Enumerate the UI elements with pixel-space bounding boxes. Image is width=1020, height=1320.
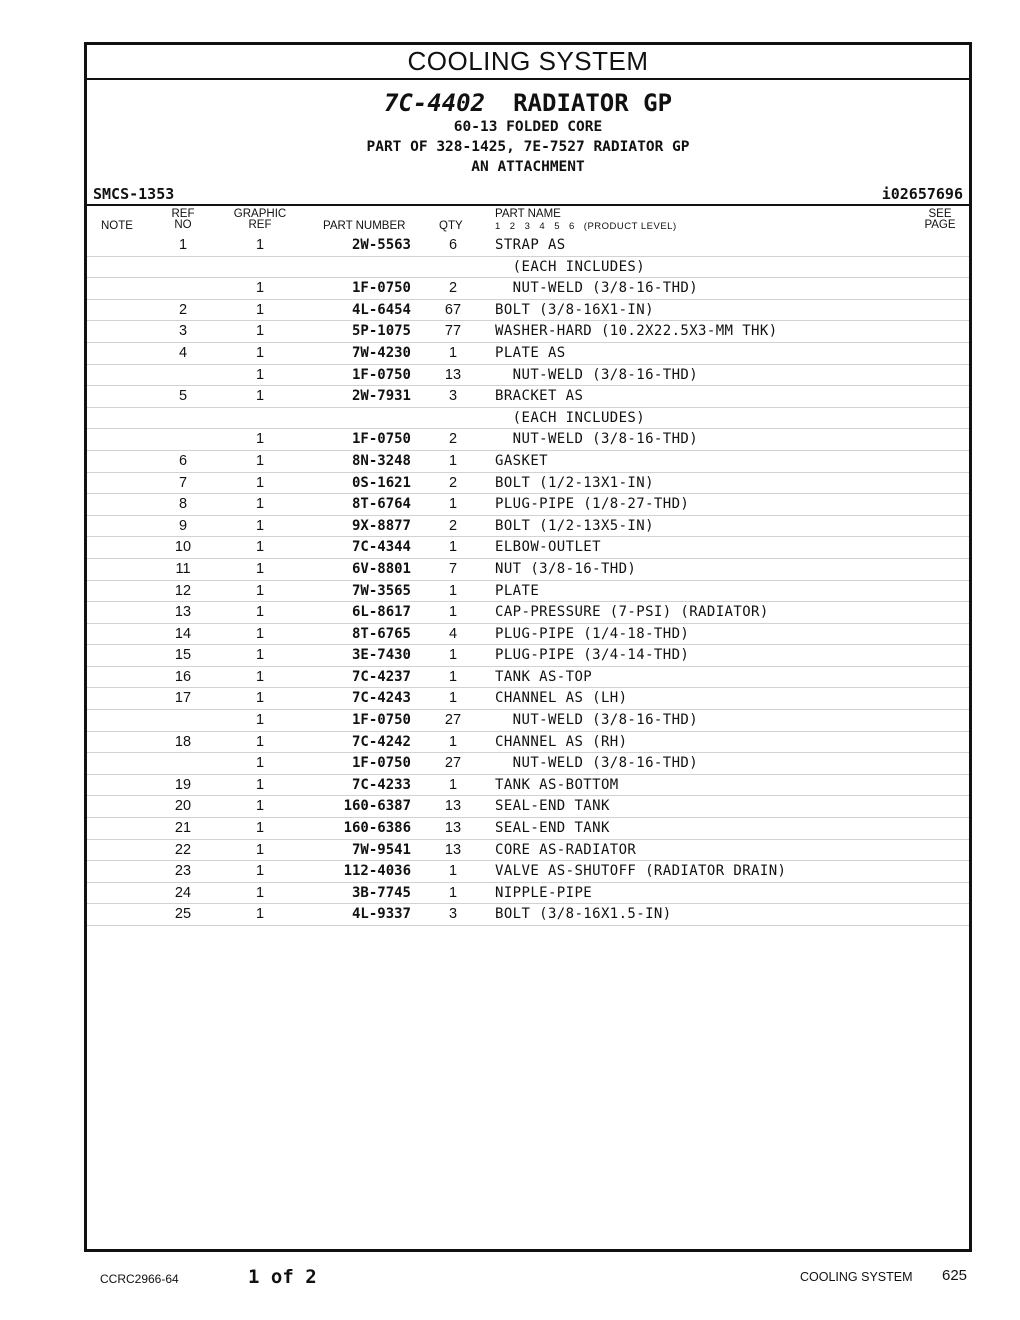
graphic-ref-cell: 1 (255, 539, 265, 556)
footer-section: COOLING SYSTEM (800, 1270, 913, 1284)
graphic-ref-cell: 1 (255, 625, 265, 642)
part-name-cell: CAP-PRESSURE (7-PSI) (RADIATOR) (495, 604, 769, 621)
part-name-cell: NIPPLE-PIPE (495, 884, 593, 901)
ref-no-cell: 24 (174, 884, 192, 901)
qty-cell: 1 (448, 884, 458, 901)
ref-no-cell (155, 429, 211, 450)
part-number-cell: 112-4036 (343, 863, 411, 880)
table-row (87, 343, 969, 365)
graphic-ref-cell: 1 (255, 690, 265, 707)
graphic-ref-cell: 1 (255, 301, 265, 318)
part-number-cell: 2W-7931 (351, 388, 411, 405)
ref-no-cell: 18 (174, 733, 192, 750)
part-name-cell: BOLT (3/8-16X1-IN) (495, 301, 654, 318)
table-row (87, 732, 969, 754)
table-row (87, 710, 969, 732)
group-header (87, 89, 969, 177)
ref-no-cell: 7 (178, 474, 188, 491)
table-row (87, 516, 969, 538)
part-name-cell: CHANNEL AS (RH) (495, 733, 628, 750)
part-number-cell: 7C-4233 (351, 776, 411, 793)
ref-no-cell: 20 (174, 798, 192, 815)
part-name-cell: TANK AS-TOP (495, 668, 593, 685)
ref-no-cell: 15 (174, 647, 192, 664)
qty-cell: 27 (444, 712, 462, 729)
graphic-ref-cell: 1 (255, 906, 265, 923)
table-row (87, 408, 969, 430)
table-row (87, 624, 969, 646)
part-name-cell: BOLT (1/2-13X5-IN) (495, 517, 654, 534)
part-number-cell: 7W-4230 (351, 344, 411, 361)
product-level-1: 1 (495, 221, 501, 232)
graphic-ref-cell: 1 (255, 647, 265, 664)
qty-cell: 1 (448, 690, 458, 707)
qty-cell (429, 257, 477, 278)
section-title: COOLING SYSTEM (87, 45, 969, 80)
qty-cell: 1 (448, 733, 458, 750)
part-name-cell: BOLT (1/2-13X1-IN) (495, 474, 654, 491)
part-number-cell: 6L-8617 (351, 604, 411, 621)
part-name-cell: NUT-WELD (3/8-16-THD) (495, 280, 699, 297)
table-row (87, 602, 969, 624)
ref-no-cell: 3 (178, 323, 188, 340)
part-number-cell: 8T-6764 (351, 496, 411, 513)
table-row (87, 451, 969, 473)
group-subtitle-3: AN ATTACHMENT (471, 159, 585, 175)
ref-no-cell (155, 710, 211, 731)
part-number-cell: 1F-0750 (351, 431, 411, 448)
part-number-cell: 7W-3565 (351, 582, 411, 599)
qty-cell: 1 (448, 776, 458, 793)
table-row (87, 559, 969, 581)
graphic-ref-cell: 1 (255, 517, 265, 534)
graphic-ref-cell: 1 (255, 820, 265, 837)
ref-no-cell: 1 (178, 237, 188, 253)
ref-no-cell (155, 365, 211, 386)
ref-no-cell: 5 (178, 388, 188, 405)
product-level-label: (PRODUCT LEVEL) (583, 221, 677, 232)
table-row (87, 753, 969, 775)
qty-cell: 1 (448, 863, 458, 880)
table-row (87, 883, 969, 905)
ref-no-cell: 22 (174, 841, 192, 858)
part-number-cell (307, 408, 411, 429)
qty-cell: 77 (444, 323, 462, 340)
ref-no-cell (155, 408, 211, 429)
col-graphic-ref (229, 209, 291, 231)
part-name-cell: BOLT (3/8-16X1.5-IN) (495, 906, 672, 923)
ref-no-cell: 16 (174, 668, 192, 685)
graphic-ref-cell: 1 (255, 366, 265, 383)
group-subtitle-2: PART OF 328-1425, 7E-7527 RADIATOR GP (366, 139, 690, 155)
table-row (87, 494, 969, 516)
ref-no-cell: 21 (174, 820, 192, 837)
part-number-cell: 9X-8877 (351, 517, 411, 534)
col-part-name: PART NAME (495, 208, 561, 220)
graphic-ref-cell: 1 (255, 452, 265, 469)
graphic-ref-cell: 1 (255, 755, 265, 772)
ref-no-cell: 12 (174, 582, 192, 599)
graphic-ref-cell: 1 (255, 668, 265, 685)
product-level-3: 3 (524, 221, 531, 232)
part-number-cell: 2W-5563 (351, 237, 411, 253)
product-levels (495, 221, 686, 232)
table-row (87, 840, 969, 862)
col-part-number: PART NUMBER (323, 220, 406, 232)
graphic-ref-cell: 1 (255, 388, 265, 405)
part-name-cell: SEAL-END TANK (495, 820, 610, 837)
part-name-cell: ELBOW-OUTLET (495, 539, 601, 556)
graphic-ref-cell (232, 408, 288, 429)
part-number-cell: 1F-0750 (351, 712, 411, 729)
ref-no-cell: 19 (174, 776, 192, 793)
part-name-cell: STRAP AS (495, 237, 566, 253)
graphic-ref-cell: 1 (255, 560, 265, 577)
part-number-cell: 3E-7430 (351, 647, 411, 664)
illustration-id: i02657696 (881, 185, 963, 203)
part-number-cell (307, 257, 411, 278)
group-title (87, 89, 969, 117)
part-name-cell: (EACH INCLUDES) (495, 258, 646, 275)
col-graphic-ref-line1: GRAPHIC (233, 208, 287, 220)
part-number-cell: 160-6387 (343, 798, 411, 815)
group-part-number: 7C-4402 (383, 89, 486, 117)
graphic-ref-cell: 1 (255, 496, 265, 513)
ref-no-cell: 4 (178, 344, 188, 361)
table-row (87, 861, 969, 883)
qty-cell: 1 (448, 668, 458, 685)
part-number-cell: 4L-6454 (351, 301, 411, 318)
qty-cell: 4 (448, 625, 458, 642)
graphic-ref-cell: 1 (255, 474, 265, 491)
col-qty: QTY (439, 220, 463, 232)
table-row (87, 235, 969, 257)
part-number-cell: 8T-6765 (351, 625, 411, 642)
qty-cell: 1 (448, 344, 458, 361)
col-see-page-line2: PAGE (924, 219, 956, 231)
ref-no-cell: 9 (178, 517, 188, 534)
graphic-ref-cell: 1 (255, 863, 265, 880)
footer-doc-code: CCRC2966-64 (100, 1272, 179, 1286)
header-divider (87, 204, 969, 206)
qty-cell: 13 (444, 366, 462, 383)
qty-cell: 3 (448, 388, 458, 405)
qty-cell: 2 (448, 517, 458, 534)
ref-no-cell (155, 753, 211, 774)
qty-cell: 1 (448, 539, 458, 556)
table-row (87, 365, 969, 387)
part-name-cell: PLUG-PIPE (3/4-14-THD) (495, 647, 690, 664)
qty-cell: 1 (448, 452, 458, 469)
col-see-page (919, 209, 961, 231)
part-name-cell: TANK AS-BOTTOM (495, 776, 619, 793)
graphic-ref-cell: 1 (255, 323, 265, 340)
part-name-cell: PLATE (495, 582, 540, 599)
part-number-cell: 3B-7745 (351, 884, 411, 901)
qty-cell: 67 (444, 301, 462, 318)
part-name-cell: CORE AS-RADIATOR (495, 841, 637, 858)
graphic-ref-cell: 1 (255, 280, 265, 297)
part-name-cell: PLUG-PIPE (1/8-27-THD) (495, 496, 690, 513)
part-name-cell: NUT-WELD (3/8-16-THD) (495, 755, 699, 772)
part-name-cell: SEAL-END TANK (495, 798, 610, 815)
part-number-cell: 7W-9541 (351, 841, 411, 858)
graphic-ref-cell: 1 (255, 582, 265, 599)
ref-no-cell: 10 (174, 539, 192, 556)
qty-cell: 7 (448, 560, 458, 577)
graphic-ref-cell: 1 (255, 798, 265, 815)
qty-cell: 27 (444, 755, 462, 772)
table-row (87, 581, 969, 603)
part-name-cell: NUT-WELD (3/8-16-THD) (495, 712, 699, 729)
qty-cell: 2 (448, 474, 458, 491)
graphic-ref-cell: 1 (255, 776, 265, 793)
graphic-ref-cell: 1 (255, 733, 265, 750)
table-row (87, 278, 969, 300)
product-level-4: 4 (539, 221, 546, 232)
footer-page-number: 625 (942, 1267, 968, 1284)
graphic-ref-cell: 1 (255, 604, 265, 621)
qty-cell: 6 (448, 237, 458, 253)
qty-cell: 13 (444, 820, 462, 837)
table-row (87, 537, 969, 559)
ref-no-cell: 25 (174, 906, 192, 923)
table-row (87, 473, 969, 495)
qty-cell: 2 (448, 431, 458, 448)
ref-no-cell: 23 (174, 863, 192, 880)
part-number-cell: 160-6386 (343, 820, 411, 837)
part-name-cell: PLATE AS (495, 344, 566, 361)
parts-table (87, 235, 969, 926)
graphic-ref-cell: 1 (255, 237, 265, 253)
part-number-cell: 8N-3248 (351, 452, 411, 469)
part-number-cell: 7C-4344 (351, 539, 411, 556)
ref-no-cell (155, 278, 211, 299)
table-row (87, 257, 969, 279)
part-name-cell: NUT-WELD (3/8-16-THD) (495, 366, 699, 383)
graphic-ref-cell: 1 (255, 884, 265, 901)
col-note: NOTE (101, 220, 133, 232)
part-name-cell: VALVE AS-SHUTOFF (RADIATOR DRAIN) (495, 863, 787, 880)
col-ref-no (165, 209, 201, 231)
qty-cell: 2 (448, 280, 458, 297)
col-ref-no-line2: NO (174, 219, 192, 231)
table-row (87, 818, 969, 840)
part-name-cell: PLUG-PIPE (1/4-18-THD) (495, 625, 690, 642)
table-row (87, 775, 969, 797)
ref-no-cell: 17 (174, 690, 192, 707)
graphic-ref-cell (232, 257, 288, 278)
part-name-cell: NUT-WELD (3/8-16-THD) (495, 431, 699, 448)
ref-no-cell: 13 (174, 604, 192, 621)
ref-no-cell (155, 257, 211, 278)
part-number-cell: 7C-4243 (351, 690, 411, 707)
smcs-code: SMCS-1353 (93, 185, 175, 203)
graphic-ref-cell: 1 (255, 344, 265, 361)
part-number-cell: 6V-8801 (351, 560, 411, 577)
ref-no-cell: 14 (174, 625, 192, 642)
qty-cell: 1 (448, 582, 458, 599)
part-number-cell: 1F-0750 (351, 366, 411, 383)
table-row (87, 904, 969, 926)
qty-cell: 3 (448, 906, 458, 923)
table-row (87, 667, 969, 689)
table-row (87, 300, 969, 322)
col-see-page-line1: SEE (928, 208, 952, 220)
table-row (87, 688, 969, 710)
col-graphic-ref-line2: REF (248, 219, 272, 231)
ref-no-cell: 2 (178, 301, 188, 318)
part-name-cell: WASHER-HARD (10.2X22.5X3-MM THK) (495, 323, 778, 340)
part-number-cell: 1F-0750 (351, 280, 411, 297)
qty-cell: 1 (448, 647, 458, 664)
part-name-cell: GASKET (495, 452, 548, 469)
part-number-cell: 7C-4237 (351, 668, 411, 685)
footer-page-of: 1 of 2 (248, 1266, 317, 1288)
part-number-cell: 7C-4242 (351, 733, 411, 750)
part-name-cell: NUT (3/8-16-THD) (495, 560, 637, 577)
group-subtitle-1: 60-13 FOLDED CORE (453, 119, 603, 135)
parts-page-frame (84, 42, 972, 1252)
part-number-cell: 0S-1621 (351, 474, 411, 491)
table-row (87, 645, 969, 667)
part-name-cell: BRACKET AS (495, 388, 584, 405)
qty-cell: 13 (444, 841, 462, 858)
part-number-cell: 5P-1075 (351, 323, 411, 340)
table-row (87, 321, 969, 343)
qty-cell: 1 (448, 496, 458, 513)
part-name-cell: CHANNEL AS (LH) (495, 690, 628, 707)
table-row (87, 429, 969, 451)
qty-cell: 1 (448, 604, 458, 621)
table-row (87, 796, 969, 818)
qty-cell (429, 408, 477, 429)
graphic-ref-cell: 1 (255, 841, 265, 858)
product-level-2: 2 (509, 221, 516, 232)
qty-cell: 13 (444, 798, 462, 815)
ref-no-cell: 8 (178, 496, 188, 513)
table-row (87, 386, 969, 408)
col-ref-no-line1: REF (171, 208, 195, 220)
graphic-ref-cell: 1 (255, 431, 265, 448)
group-part-name: RADIATOR GP (513, 89, 673, 117)
graphic-ref-cell: 1 (255, 712, 265, 729)
ref-no-cell: 6 (178, 452, 188, 469)
part-number-cell: 4L-9337 (351, 906, 411, 923)
part-number-cell: 1F-0750 (351, 755, 411, 772)
part-name-cell: (EACH INCLUDES) (495, 409, 646, 426)
ref-no-cell: 11 (175, 560, 191, 577)
product-level-6: 6 (568, 221, 575, 232)
product-level-5: 5 (554, 221, 560, 232)
